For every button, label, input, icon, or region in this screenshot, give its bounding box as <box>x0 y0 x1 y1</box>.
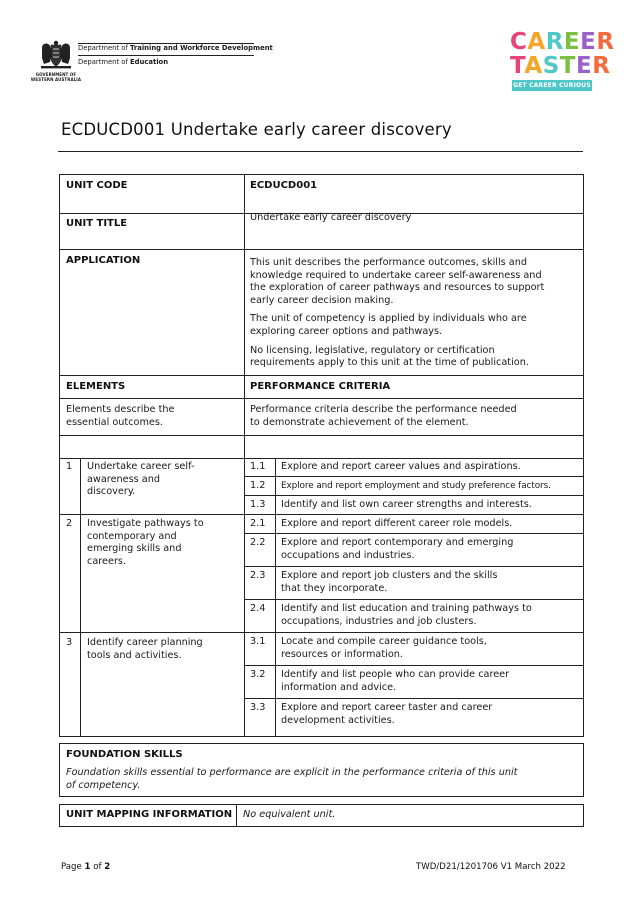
application-line: exploring career options and pathways. <box>250 325 443 337</box>
elements-description-line: Elements describe the <box>66 404 175 415</box>
career-taster-logo-line-1 <box>510 30 615 54</box>
criteria-description <box>250 404 517 429</box>
criteria-line: Identify and list people who can provide career <box>281 669 510 680</box>
criteria-number: 3.2 <box>250 669 266 680</box>
application-text <box>250 257 544 370</box>
department-2-bold: Education <box>130 58 169 66</box>
unit-code-label: UNIT CODE <box>66 180 128 191</box>
element-line: Investigate pathways to <box>87 518 204 529</box>
element-line: tools and activities. <box>87 649 182 661</box>
page-prefix: Page <box>61 862 85 872</box>
element-line: contemporary and <box>87 530 177 542</box>
criteria-text <box>281 702 492 727</box>
criteria-line: Explore and report contemporary and emerging <box>281 537 514 548</box>
logo-letter: E <box>576 53 593 79</box>
logo-letter: A <box>527 29 546 55</box>
application-line: This unit describes the performance outcomes, skills and <box>250 257 528 268</box>
criteria-description-line: Performance criteria describe the performance needed <box>250 404 517 415</box>
element-text <box>87 461 194 499</box>
criteria-text <box>281 669 509 694</box>
application-line: The unit of competency is applied by individuals who are <box>250 313 527 325</box>
criteria-rule <box>244 599 584 600</box>
logo-letter: C <box>510 29 528 55</box>
row-rule <box>59 375 584 376</box>
criteria-description-line: to demonstrate achievement of the element. <box>250 416 469 428</box>
foundation-skills-label: FOUNDATION SKILLS <box>66 749 183 760</box>
department-name-2 <box>78 58 168 66</box>
page-title: ECDUCD001 Undertake early career discovery <box>61 120 452 139</box>
criteria-rule <box>244 476 584 477</box>
criteria-text: Explore and report employment and study preference factors. <box>281 481 551 491</box>
unit-title-value: Undertake early career discovery <box>250 212 412 223</box>
application-line: requirements apply to this unit at the time of publication. <box>250 357 529 369</box>
department-1-bold: Training and Workforce Development <box>130 44 273 52</box>
criteria-line: resources or information. <box>281 648 404 660</box>
foundation-skills-line: Foundation skills essential to performance are explicit in the performance criteria of this unit <box>66 767 518 778</box>
element-number: 3 <box>66 637 73 648</box>
page-of: of <box>90 862 105 872</box>
criteria-rule <box>244 698 584 699</box>
criteria-rule <box>244 533 584 534</box>
criteria-line: Identify and list education and training pathways to <box>281 603 532 614</box>
application-line: early career decision making. <box>250 294 394 306</box>
row-rule <box>59 458 584 459</box>
element-line: Identify career planning <box>87 637 203 648</box>
criteria-rule <box>244 566 584 567</box>
career-taster-logo-line-2 <box>510 54 610 78</box>
logo-letter: R <box>596 29 615 55</box>
page-number <box>61 862 110 872</box>
application-label: APPLICATION <box>66 255 141 266</box>
criteria-rule <box>244 665 584 666</box>
criteria-number: 2.3 <box>250 570 266 581</box>
criteria-line: that they incorporate. <box>281 582 388 594</box>
logo-letter: T <box>559 53 576 79</box>
criteria-text <box>281 636 487 661</box>
criteria-line: development activities. <box>281 714 395 726</box>
department-1-prefix: Department of <box>78 44 131 52</box>
application-line: the exploration of career pathways and resources to support <box>250 282 545 294</box>
criteria-number: 2.2 <box>250 537 266 548</box>
criteria-number-divider <box>275 458 276 737</box>
criteria-line: occupations and industries. <box>281 549 415 561</box>
logo-letter: A <box>524 53 543 79</box>
elements-description-line: essential outcomes. <box>66 416 163 428</box>
element-text <box>87 518 204 568</box>
element-text <box>87 637 203 662</box>
document-reference: TWD/D21/1201706 V1 March 2022 <box>416 862 566 872</box>
element-line: emerging skills and <box>87 543 182 555</box>
logo-letter: R <box>592 53 611 79</box>
criteria-text: Identify and list own career strengths and interests. <box>281 499 532 510</box>
criteria-line: Locate and compile career guidance tools, <box>281 636 487 647</box>
criteria-rule <box>244 495 584 496</box>
foundation-skills-line: of competency. <box>66 779 141 791</box>
criteria-number: 3.1 <box>250 636 266 647</box>
unit-code-value: ECDUCD001 <box>250 180 318 191</box>
logo-letter: R <box>545 29 564 55</box>
element-line: discovery. <box>87 486 136 498</box>
government-label: GOVERNMENT OF WESTERN AUSTRALIA <box>30 72 82 82</box>
element-rule <box>59 632 584 633</box>
column-divider-lower <box>244 458 245 737</box>
application-line: No licensing, legislative, regulatory or certification <box>250 344 495 356</box>
row-rule <box>59 249 584 250</box>
criteria-line: information and advice. <box>281 681 397 693</box>
criteria-text <box>281 537 513 562</box>
criteria-number: 1.3 <box>250 499 266 510</box>
criteria-number: 2.4 <box>250 603 266 614</box>
element-line: careers. <box>87 555 127 567</box>
element-line: awareness and <box>87 473 161 485</box>
criteria-number: 1.2 <box>250 480 266 491</box>
criteria-line: occupations, industries and job clusters. <box>281 615 477 627</box>
element-line: Undertake career self- <box>87 461 195 472</box>
foundation-skills-text <box>66 767 517 792</box>
unit-mapping-value: No equivalent unit. <box>243 809 336 820</box>
department-name-1 <box>78 44 273 52</box>
performance-criteria-header: PERFORMANCE CRITERIA <box>250 381 391 392</box>
element-number: 2 <box>66 518 73 529</box>
title-rule <box>58 151 583 152</box>
element-number-divider <box>80 458 81 737</box>
column-divider-upper <box>244 174 245 458</box>
logo-letter: E <box>563 29 581 55</box>
criteria-line: Explore and report career taster and career <box>281 702 493 713</box>
element-rule <box>59 514 584 515</box>
elements-header: ELEMENTS <box>66 381 126 392</box>
criteria-number: 3.3 <box>250 702 266 713</box>
elements-description <box>66 404 174 429</box>
logo-letter: S <box>542 53 560 79</box>
government-crest-icon <box>38 40 74 70</box>
criteria-text <box>281 570 497 595</box>
career-taster-logo-tagline: GET CAREER CURIOUS <box>513 82 591 89</box>
page-total: 2 <box>104 862 111 872</box>
page-current: 1 <box>84 862 91 872</box>
row-rule <box>59 435 584 436</box>
criteria-number: 1.1 <box>250 461 266 472</box>
unit-title-label: UNIT TITLE <box>66 218 128 229</box>
criteria-line: Explore and report job clusters and the skills <box>281 570 498 581</box>
department-rule-middle <box>78 55 254 56</box>
unit-mapping-label: UNIT MAPPING INFORMATION <box>66 809 233 820</box>
criteria-text: Explore and report different career role models. <box>281 518 513 529</box>
unit-mapping-divider <box>236 804 237 827</box>
department-2-prefix: Department of <box>78 58 131 66</box>
application-line: knowledge required to undertake career self-awareness and <box>250 269 542 281</box>
element-number: 1 <box>66 461 73 472</box>
logo-letter: T <box>510 53 525 79</box>
row-rule <box>59 398 584 399</box>
criteria-number: 2.1 <box>250 518 266 529</box>
criteria-text: Explore and report career values and aspirations. <box>281 461 521 472</box>
logo-letter: E <box>580 29 597 55</box>
criteria-text <box>281 603 532 628</box>
